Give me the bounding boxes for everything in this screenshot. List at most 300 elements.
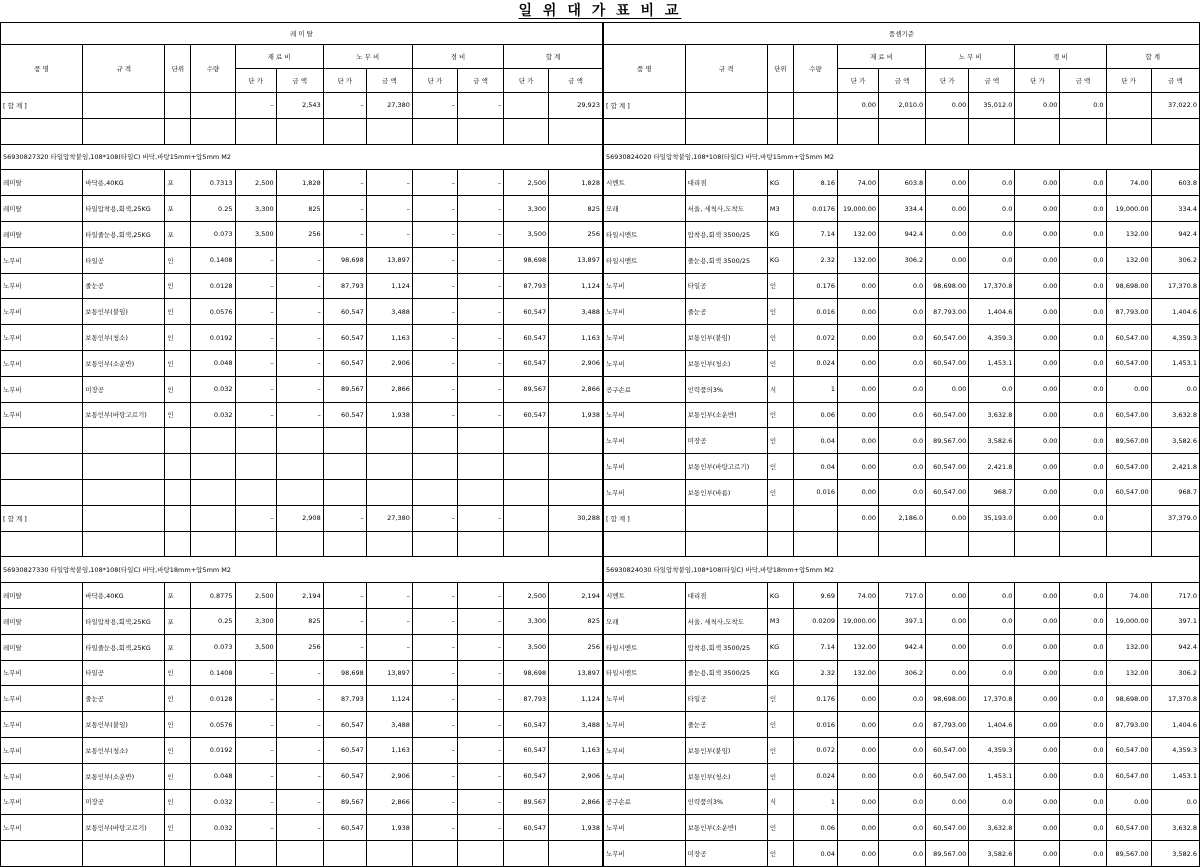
left-cell-total-price: 60,547 — [504, 763, 549, 789]
left-cell-labor-amount: – — [366, 634, 412, 660]
right-cell-expense-price: 0.00 — [1015, 299, 1060, 325]
right-cell-expense-amount — [1060, 531, 1106, 557]
left-cell-total-price — [504, 118, 549, 144]
left-cell-spec — [83, 841, 165, 867]
right-cell-total-price — [1106, 118, 1151, 144]
right-cell-spec: 미장공 — [685, 841, 767, 867]
left-section-heading: 56930827330 타일압착붙임,108*108(타일C) 바닥,바탕18mm+압5mm M2 — [1, 557, 603, 583]
right-cell-material-price: 132.00 — [837, 247, 878, 273]
right-cell-labor-price: 60,547.00 — [926, 815, 969, 841]
left-cell-quantity: 0.032 — [191, 376, 235, 402]
right-cell-spec: 보통인부(바탕고르기) — [685, 454, 767, 480]
left-cell-expense-price: – — [412, 221, 457, 247]
right-cell-total-price: 19,000.00 — [1106, 196, 1151, 222]
right-cell-unit: 인 — [767, 299, 793, 325]
right-cell-expense-price — [1015, 118, 1060, 144]
left-cell-unit: 포 — [165, 170, 191, 196]
right-cell-material-amount — [879, 118, 926, 144]
left-cell-expense-amount: – — [457, 221, 503, 247]
left-cell-total-amount: 2,906 — [549, 763, 603, 789]
right-cell-total-amount: 968.7 — [1151, 479, 1199, 505]
left-header-item: 품 명 — [1, 45, 83, 93]
left-cell-material-amount: 256 — [276, 634, 323, 660]
left-cell-expense-amount: – — [457, 376, 503, 402]
left-header-unit: 단위 — [165, 45, 191, 93]
left-cell-material-amount — [276, 531, 323, 557]
right-cell-name: 모래 — [603, 196, 685, 222]
right-header-expense-amount: 금 액 — [1060, 69, 1106, 93]
right-cell-labor-price: 0.00 — [926, 608, 969, 634]
right-cell-quantity: 0.06 — [793, 402, 837, 428]
right-cell-material-amount: 0.0 — [879, 815, 926, 841]
right-header-total-price: 단 가 — [1106, 69, 1151, 93]
right-header-material: 재 료 비 — [837, 45, 925, 69]
right-cell-expense-price: 0.00 — [1015, 789, 1060, 815]
left-header-expense-amount: 금 액 — [457, 69, 503, 93]
right-cell-spec — [685, 531, 767, 557]
left-cell-total-price — [504, 841, 549, 867]
left-cell-spec: 타일압착용,회색,25KG — [83, 608, 165, 634]
right-cell-spec: 미장공 — [685, 428, 767, 454]
left-cell-quantity — [191, 454, 235, 480]
right-cell-spec: 인력품의3% — [685, 789, 767, 815]
right-cell-total-price: 98,698.00 — [1106, 273, 1151, 299]
table-row — [1, 221, 1200, 247]
right-cell-spec — [685, 118, 767, 144]
left-cell-expense-price — [412, 118, 457, 144]
left-cell-labor-price: 89,567 — [323, 376, 366, 402]
left-cell-labor-price — [323, 118, 366, 144]
left-cell-spec: 보통인부(청소) — [83, 325, 165, 351]
left-cell-quantity — [191, 505, 235, 531]
right-cell-labor-amount: 0.0 — [969, 660, 1015, 686]
right-cell-labor-amount: 3,582.6 — [969, 841, 1015, 867]
right-cell-material-price: 132.00 — [837, 660, 878, 686]
right-cell-labor-amount: 1,404.6 — [969, 299, 1015, 325]
right-cell-labor-amount: 4,359.3 — [969, 737, 1015, 763]
left-cell-expense-price — [412, 454, 457, 480]
right-cell-total-amount: 3,582.6 — [1151, 841, 1199, 867]
table-row — [1, 170, 1200, 196]
right-cell-material-price: 0.00 — [837, 428, 878, 454]
left-cell-unit: 인 — [165, 763, 191, 789]
left-cell-expense-amount: – — [457, 712, 503, 738]
right-cell-expense-price: 0.00 — [1015, 247, 1060, 273]
right-header-item: 품 명 — [603, 45, 685, 93]
right-cell-labor-amount: 1,453.1 — [969, 763, 1015, 789]
right-cell-expense-price: 0.00 — [1015, 841, 1060, 867]
right-cell-quantity: 0.072 — [793, 737, 837, 763]
left-cell-material-price: – — [235, 712, 276, 738]
left-header-total-amount: 금 액 — [549, 69, 603, 93]
right-cell-labor-price: 89,567.00 — [926, 428, 969, 454]
right-cell-material-amount: 0.0 — [879, 789, 926, 815]
left-cell-unit — [165, 841, 191, 867]
left-cell-labor-price: – — [323, 196, 366, 222]
left-cell-material-amount — [276, 479, 323, 505]
left-cell-material-amount: 825 — [276, 608, 323, 634]
right-cell-total-amount: 0.0 — [1151, 376, 1199, 402]
right-cell-material-price: 132.00 — [837, 634, 878, 660]
right-cell-material-price: 0.00 — [837, 93, 878, 119]
right-cell-labor-price: 0.00 — [926, 170, 969, 196]
right-cell-name: 타일시멘트 — [603, 660, 685, 686]
table-row — [1, 196, 1200, 222]
left-cell-expense-price — [412, 428, 457, 454]
left-cell-expense-amount — [457, 454, 503, 480]
right-cell-expense-amount: 0.0 — [1060, 686, 1106, 712]
right-cell-labor-amount: 1,453.1 — [969, 350, 1015, 376]
right-cell-labor-amount: 0.0 — [969, 247, 1015, 273]
left-cell-labor-amount: – — [366, 170, 412, 196]
right-cell-total-price: 0.00 — [1106, 376, 1151, 402]
left-cell-name: 노무비 — [1, 815, 83, 841]
left-cell-spec: 보통인부(소운반) — [83, 763, 165, 789]
right-cell-expense-amount: 0.0 — [1060, 247, 1106, 273]
left-cell-expense-price: – — [412, 608, 457, 634]
left-cell-material-amount: – — [276, 402, 323, 428]
right-cell-expense-price: 0.00 — [1015, 221, 1060, 247]
right-cell-quantity: 2.32 — [793, 660, 837, 686]
right-cell-unit: 식 — [767, 789, 793, 815]
left-cell-total-price: 60,547 — [504, 299, 549, 325]
left-cell-name: 레미탈 — [1, 634, 83, 660]
right-cell-material-price: 0.00 — [837, 454, 878, 480]
left-cell-spec: 타일공 — [83, 247, 165, 273]
left-cell-name — [1, 841, 83, 867]
left-cell-quantity: 0.073 — [191, 634, 235, 660]
left-cell-name: 노무비 — [1, 376, 83, 402]
right-cell-material-amount: 0.0 — [879, 841, 926, 867]
left-cell-labor-price — [323, 479, 366, 505]
left-cell-material-amount: 2,543 — [276, 93, 323, 119]
left-header-labor-amount: 금 액 — [366, 69, 412, 93]
left-cell-expense-price: – — [412, 247, 457, 273]
right-cell-labor-price: 60,547.00 — [926, 454, 969, 480]
right-cell-spec: 줄눈공 — [685, 299, 767, 325]
left-cell-material-price — [235, 531, 276, 557]
left-cell-spec: 줄눈공 — [83, 686, 165, 712]
left-cell-spec: 미장공 — [83, 376, 165, 402]
right-cell-name: 노무비 — [603, 428, 685, 454]
left-cell-labor-price: 60,547 — [323, 325, 366, 351]
right-cell-quantity: 7.14 — [793, 221, 837, 247]
right-cell-total-amount: 306.2 — [1151, 247, 1199, 273]
left-cell-name — [1, 531, 83, 557]
left-cell-unit — [165, 118, 191, 144]
table-row — [1, 841, 1200, 867]
left-cell-labor-price: 89,567 — [323, 789, 366, 815]
right-cell-spec: 타일공 — [685, 273, 767, 299]
right-cell-expense-price: 0.00 — [1015, 505, 1060, 531]
right-cell-expense-price — [1015, 531, 1060, 557]
left-cell-quantity: 0.032 — [191, 789, 235, 815]
right-cell-material-price: 19,000.00 — [837, 608, 878, 634]
left-cell-expense-amount: – — [457, 350, 503, 376]
right-header-spec: 규 격 — [685, 45, 767, 93]
right-cell-name: [ 합 계 ] — [603, 505, 685, 531]
right-cell-name: 시멘트 — [603, 170, 685, 196]
right-cell-material-amount: 306.2 — [879, 660, 926, 686]
left-cell-total-price: 87,793 — [504, 686, 549, 712]
right-cell-expense-amount: 0.0 — [1060, 479, 1106, 505]
left-cell-material-amount: – — [276, 789, 323, 815]
left-cell-labor-amount — [366, 118, 412, 144]
left-cell-total-amount — [549, 428, 603, 454]
left-cell-material-price — [235, 479, 276, 505]
left-cell-material-price: – — [235, 789, 276, 815]
right-cell-labor-amount: 968.7 — [969, 479, 1015, 505]
left-cell-total-price: 87,793 — [504, 273, 549, 299]
table-row — [1, 712, 1200, 738]
left-cell-quantity: 0.25 — [191, 608, 235, 634]
right-cell-expense-amount: 0.0 — [1060, 428, 1106, 454]
right-cell-total-price: 60,547.00 — [1106, 402, 1151, 428]
right-cell-labor-price: 98,698.00 — [926, 686, 969, 712]
right-cell-spec: 보통인부(소운반) — [685, 402, 767, 428]
right-cell-name: 타일시멘트 — [603, 221, 685, 247]
right-cell-expense-amount: 0.0 — [1060, 815, 1106, 841]
left-cell-expense-amount: – — [457, 608, 503, 634]
right-cell-material-price: 0.00 — [837, 350, 878, 376]
left-cell-material-price: – — [235, 93, 276, 119]
right-header-expense: 경 비 — [1015, 45, 1106, 69]
right-cell-quantity — [793, 118, 837, 144]
right-cell-total-amount: 4,359.3 — [1151, 737, 1199, 763]
right-cell-expense-price: 0.00 — [1015, 737, 1060, 763]
right-cell-labor-price: 98,698.00 — [926, 273, 969, 299]
left-cell-labor-amount: 2,906 — [366, 350, 412, 376]
right-cell-total-price: 132.00 — [1106, 634, 1151, 660]
right-header-expense-price: 단 가 — [1015, 69, 1060, 93]
right-cell-quantity: 0.072 — [793, 325, 837, 351]
left-cell-labor-amount: – — [366, 221, 412, 247]
right-cell-expense-price: 0.00 — [1015, 815, 1060, 841]
left-cell-name: 노무비 — [1, 789, 83, 815]
left-cell-material-price: – — [235, 350, 276, 376]
right-cell-spec: 보통인부(소운반) — [685, 815, 767, 841]
right-header-total: 합 계 — [1106, 45, 1199, 69]
right-header-unit: 단위 — [767, 45, 793, 93]
left-cell-spec: 타일줄눈용,회색,25KG — [83, 221, 165, 247]
table-row — [1, 93, 1200, 119]
left-cell-labor-price: 60,547 — [323, 737, 366, 763]
left-cell-labor-price: 60,547 — [323, 402, 366, 428]
right-cell-material-amount: 2,010.0 — [879, 93, 926, 119]
right-cell-unit: 식 — [767, 376, 793, 402]
left-cell-name: 노무비 — [1, 273, 83, 299]
left-cell-expense-amount: – — [457, 763, 503, 789]
right-cell-name: 노무비 — [603, 841, 685, 867]
right-cell-unit — [767, 505, 793, 531]
right-cell-labor-price: 0.00 — [926, 583, 969, 609]
left-cell-unit: 인 — [165, 402, 191, 428]
left-cell-material-price: 3,500 — [235, 221, 276, 247]
left-cell-total-price: 60,547 — [504, 325, 549, 351]
left-cell-total-price — [504, 454, 549, 480]
table-row — [1, 273, 1200, 299]
right-cell-expense-price: 0.00 — [1015, 660, 1060, 686]
right-cell-labor-price: 60,547.00 — [926, 402, 969, 428]
left-cell-unit: 포 — [165, 583, 191, 609]
right-cell-spec: 줄눈용,회색 3500/25 — [685, 660, 767, 686]
left-panel-title: 레 미 탈 — [1, 23, 603, 45]
left-cell-spec: 보통인부(청소) — [83, 737, 165, 763]
right-cell-name: 노무비 — [603, 815, 685, 841]
right-cell-material-price: 0.00 — [837, 686, 878, 712]
right-cell-material-price: 0.00 — [837, 841, 878, 867]
left-cell-name: 노무비 — [1, 247, 83, 273]
left-cell-quantity: 0.0128 — [191, 686, 235, 712]
left-cell-labor-price: 60,547 — [323, 763, 366, 789]
right-cell-total-amount: 942.4 — [1151, 221, 1199, 247]
left-cell-labor-amount: 1,163 — [366, 737, 412, 763]
right-cell-quantity: 0.024 — [793, 763, 837, 789]
left-cell-expense-price: – — [412, 376, 457, 402]
right-cell-total-price: 60,547.00 — [1106, 454, 1151, 480]
left-header-qty: 수량 — [191, 45, 235, 93]
right-cell-total-price — [1106, 505, 1151, 531]
right-cell-total-price: 87,793.00 — [1106, 299, 1151, 325]
left-cell-unit: 인 — [165, 712, 191, 738]
right-cell-total-price: 132.00 — [1106, 247, 1151, 273]
left-cell-unit — [165, 505, 191, 531]
right-cell-expense-amount: 0.0 — [1060, 402, 1106, 428]
left-cell-labor-amount: 1,124 — [366, 273, 412, 299]
left-cell-material-price: – — [235, 299, 276, 325]
right-cell-spec: 보통인부(바름) — [685, 479, 767, 505]
left-cell-unit — [165, 479, 191, 505]
comparison-table — [0, 22, 1200, 867]
right-cell-total-price: 89,567.00 — [1106, 428, 1151, 454]
right-cell-name: 모래 — [603, 608, 685, 634]
left-cell-total-amount: 2,906 — [549, 350, 603, 376]
right-cell-expense-amount: 0.0 — [1060, 196, 1106, 222]
right-cell-expense-price: 0.00 — [1015, 686, 1060, 712]
left-cell-spec — [83, 479, 165, 505]
left-cell-material-price: – — [235, 763, 276, 789]
right-cell-name: [ 합 계 ] — [603, 93, 685, 119]
right-cell-spec: 압착용,회색 3500/25 — [685, 634, 767, 660]
left-cell-total-price: 60,547 — [504, 350, 549, 376]
left-cell-name — [1, 454, 83, 480]
left-cell-expense-price: – — [412, 325, 457, 351]
right-cell-total-price: 74.00 — [1106, 170, 1151, 196]
right-cell-labor-amount: 17,370.8 — [969, 273, 1015, 299]
left-cell-material-amount: – — [276, 712, 323, 738]
right-cell-labor-amount: 0.0 — [969, 196, 1015, 222]
right-cell-unit: 인 — [767, 763, 793, 789]
right-cell-spec: 인력품의3% — [685, 376, 767, 402]
right-cell-labor-price: 0.00 — [926, 93, 969, 119]
left-cell-material-price: 2,500 — [235, 170, 276, 196]
left-cell-labor-amount: – — [366, 608, 412, 634]
left-cell-expense-price: – — [412, 402, 457, 428]
table-row — [1, 299, 1200, 325]
right-cell-material-amount: 0.0 — [879, 712, 926, 738]
left-cell-unit: 인 — [165, 273, 191, 299]
right-cell-total-amount: 3,632.8 — [1151, 815, 1199, 841]
right-cell-material-amount: 0.0 — [879, 428, 926, 454]
right-cell-expense-amount: 0.0 — [1060, 583, 1106, 609]
left-cell-spec: 줄눈공 — [83, 273, 165, 299]
right-cell-total-amount: 37,022.0 — [1151, 93, 1199, 119]
table-row — [1, 634, 1200, 660]
left-cell-quantity — [191, 428, 235, 454]
left-cell-labor-amount: – — [366, 583, 412, 609]
right-cell-quantity: 9.69 — [793, 583, 837, 609]
table-row — [1, 454, 1200, 480]
right-cell-total-price — [1106, 93, 1151, 119]
left-cell-quantity: 0.0192 — [191, 737, 235, 763]
left-cell-total-amount: 1,124 — [549, 686, 603, 712]
table-row — [1, 608, 1200, 634]
right-cell-expense-price: 0.00 — [1015, 93, 1060, 119]
left-cell-quantity: 0.048 — [191, 350, 235, 376]
left-cell-labor-price: 87,793 — [323, 686, 366, 712]
right-cell-material-amount: 603.8 — [879, 170, 926, 196]
left-cell-material-amount: 2,908 — [276, 505, 323, 531]
right-cell-total-amount: 306.2 — [1151, 660, 1199, 686]
right-cell-quantity: 0.016 — [793, 299, 837, 325]
right-cell-total-amount: 942.4 — [1151, 634, 1199, 660]
right-cell-labor-amount: 0.0 — [969, 583, 1015, 609]
right-cell-material-amount: 942.4 — [879, 221, 926, 247]
left-cell-total-amount: 13,897 — [549, 247, 603, 273]
right-cell-quantity: 0.04 — [793, 454, 837, 480]
left-cell-expense-price: – — [412, 505, 457, 531]
right-cell-material-amount: 0.0 — [879, 686, 926, 712]
right-cell-total-amount: 2,421.8 — [1151, 454, 1199, 480]
left-cell-unit: 포 — [165, 634, 191, 660]
left-cell-unit: 인 — [165, 376, 191, 402]
right-cell-unit: 인 — [767, 712, 793, 738]
left-cell-total-amount: 256 — [549, 221, 603, 247]
right-cell-spec — [685, 505, 767, 531]
left-cell-material-amount: – — [276, 273, 323, 299]
left-cell-expense-amount — [457, 531, 503, 557]
left-cell-name: 노무비 — [1, 686, 83, 712]
left-cell-material-amount: – — [276, 737, 323, 763]
table-row — [1, 686, 1200, 712]
left-cell-total-amount: 2,866 — [549, 376, 603, 402]
right-cell-unit — [767, 118, 793, 144]
left-cell-labor-price: 60,547 — [323, 299, 366, 325]
left-cell-expense-amount — [457, 118, 503, 144]
left-cell-quantity: 0.1408 — [191, 660, 235, 686]
right-cell-total-price: 19,000.00 — [1106, 608, 1151, 634]
right-cell-expense-price: 0.00 — [1015, 763, 1060, 789]
right-cell-total-amount: 397.1 — [1151, 608, 1199, 634]
table-row — [1, 144, 1200, 170]
right-cell-spec: 서울, 세척사,도착도 — [685, 608, 767, 634]
table-row — [1, 737, 1200, 763]
left-cell-expense-amount: – — [457, 737, 503, 763]
left-cell-spec: 보통인부(바탕고르기) — [83, 815, 165, 841]
right-cell-expense-amount: 0.0 — [1060, 273, 1106, 299]
left-cell-expense-amount: – — [457, 93, 503, 119]
table-row — [1, 325, 1200, 351]
left-cell-material-amount: 256 — [276, 221, 323, 247]
right-cell-expense-amount: 0.0 — [1060, 170, 1106, 196]
right-cell-name: 노무비 — [603, 299, 685, 325]
right-cell-total-price: 60,547.00 — [1106, 763, 1151, 789]
left-cell-unit — [165, 428, 191, 454]
left-cell-labor-amount — [366, 479, 412, 505]
right-cell-expense-price: 0.00 — [1015, 634, 1060, 660]
left-cell-expense-price — [412, 841, 457, 867]
left-cell-total-amount: 30,288 — [549, 505, 603, 531]
